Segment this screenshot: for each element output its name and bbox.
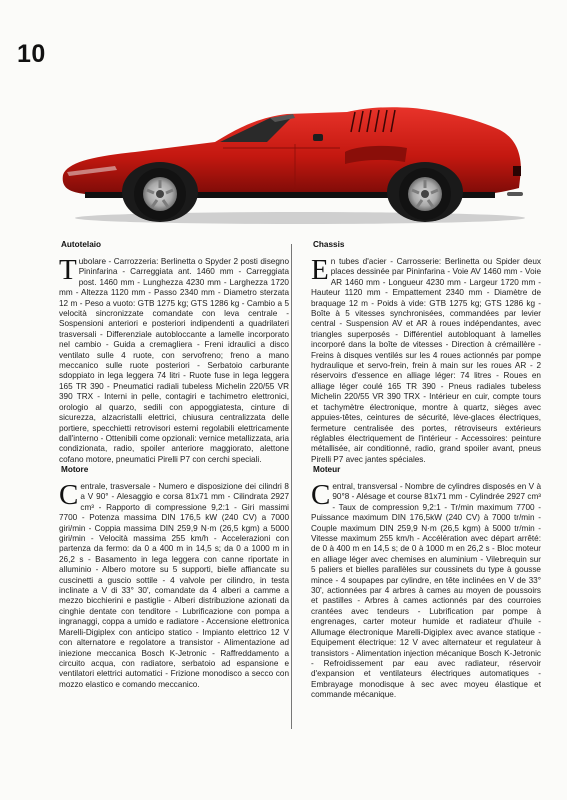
section-body: [59, 479, 289, 732]
drop-cap: C: [311, 479, 331, 511]
column-divider: [291, 244, 292, 729]
engine-italian-section: [59, 465, 289, 732]
section-heading: Moteur: [313, 465, 341, 474]
section-body: [311, 479, 541, 732]
section-heading: Motore: [61, 465, 89, 474]
drop-cap: T: [59, 254, 77, 286]
page-number: 10: [17, 40, 46, 68]
section-text: entrale, trasversale - Numero e disposizione dei cilindri 8 a V 90° - Alesaggio e corsa 81x71 mm - Cilindrata 2927 cm³ - Rapporto di compressione 9,2:1 - Giri massimi 7700 - Potenza massima DIN 176,5 kW (240 CV) a 7000 giri/min - Coppia massima DIN 259,9 N·m (26,5 kgm) a 5000 giri/min - Velocità massima 255 km/h - Accelerazioni con partenza da fermo: da 0 a 400 m in 14,5 s; da 0 a 1000 m in 26,2 s - Basamento in lega leggera con canne riportate in alluminio - Albero motore su 5 supporti, bielle affiancate su cuscinetti a guscio sottile - 4 valvole per cilindro, in testa inclinate a V di 33° 30', comandate da 4 alberi a camme a mezzo bicchierini e pastiglie - Alberi distribuzione azionati da cinghie dentate con tenditore - Lubrificazione con pompa a ingranaggi, coppa a umido e radiatore - Accensione elettronica Marelli-Digiplex con anticipo statico - Impianto elettrico 12 V con alternatore e regolatore a transistor - Alimentazione ad iniezione meccanica Bosch K-Jetronic - Raffreddamento a circuito acqua, con radiatore, serbatoio ad espansione e ventilatori elettrici automatici - Frizione monodisco a secco con mozzo elastico e comando meccanico.: [59, 482, 289, 689]
car-image: [55, 100, 535, 230]
engine-french-section: [311, 465, 541, 732]
chassis-italian-section: [59, 240, 290, 464]
section-text: ubolare - Carrozzeria: Berlinetta o Spyder 2 posti disegno Pininfarina - Carreggiata ant. 1460 mm - Carreggiata post. 1460 mm - Lunghezza 4230 mm - Larghezza 1720 mm - Altezza 1120 mm - Passo 2340 mm - Diametro sterzata 12 m - Peso a vuoto: GTB 1275 kg; GTS 1286 kg - Cambio a 5 velocità sincronizzate comandate con leva centrale - Sospensioni anteriori e posteriori indipendenti a quadrilateri trasversali - Differenziale autobloccante a lamelle incorporato nel cambio - Guida a cremagliera - Freni idraulici a disco ventilato sulle 4 ruote, con servofreno; freno a mano meccanico sulle ruote posteriori - Serbatoio carburante sdoppiato in lega leggera 74 litri - Ruote fuse in lega leggera 165 TR 390 - Pneumatici radiali tubeless Michelin 220/55 VR 390 TRX - Interni in pelle, contagiri e tachimetro elettronici, orologio al quarzo, sedili con appoggiatesta, cinture di sicurezza, alzacristalli elettrici, chiusura centralizzata delle portiere, specchietti retrovisori esterni regolabili elettricamente dall'interno - Ottenibili come opzionali: vernice metallizzata, aria condizionata, radio, spoiler anteriore maggiorato, alettone cofano motore, pneumatici Pirelli P7 con cerchi speciali.: [59, 257, 290, 464]
drop-cap: E: [311, 254, 329, 286]
section-body: [311, 254, 541, 464]
chassis-french-section: [311, 240, 541, 464]
section-body: [59, 254, 290, 464]
section-heading: Chassis: [313, 240, 345, 249]
section-text: entral, transversal - Nombre de cylindres disposés en V à 90°8 - Alésage et course 81x71 mm - Cylindrée 2927 cm³ - Taux de compression 9,2:1 - Tr/min maximum 7700 - Puissance maximum DIN 176,5kW (240 CV) à 7000 tr/min - Couple maximum DIN 259,9 N·m (26,5 kgm) à 5000 tr/min - Vitesse maximum 255 km/h - Accélération avec départ arrêté: de 0 à 400 m en 14,5 s; de 0 à 1000 m en 26,2 s - Bloc moteur en alliage léger avec chemises en aluminium - Vilebrequin sur 5 paliers et bielles parallèles sur coussinets du type à gousse mince - 4 soupapes par cylindre, en tête inclinées en V de 33° 30', actionnées par 4 arbres à cames au moyen de poussoirs et pastilles - Arbres à cames actionnés par des courroies crantées avec tendeurs - Lubrification par pompe à engrenages, carter moteur humide et radiateur d'huile - Allumage électronique Marelli-Digiplex avec avance statique - Equipement électrique: 12 V avec alternateur et regulateur à transistors - Alimentation injection mécanique Bosch K-Jetronic - Refroidissement par eau avec radiateur, réservoir d'expansion et ventilateurs électriques automatiques - Embrayage monodisque à sec avec moyeu élastique et commande mécanique.: [311, 482, 541, 700]
section-text: n tubes d'acier - Carrosserie: Berlinetta ou Spider deux places dessinée par Pininfarina - Voie AV 1460 mm - Voie AR 1460 mm - Longueur 4230 mm - Largeur 1720 mm - Hauteur 1120 mm - Empattement 2340 mm - Diamètre de braquage 12 m - Poids à vide: GTB 1275 kg; GTS 1286 kg - Boîte à 5 vitesses synchronisées, commandées par levier central - Suspension AV et AR à roues indépendantes, avec triangles superposés - Différentiel autobloquant à lamelles incorporé dans la boîte de vitesses - Direction à crémaillère - Freins à disques ventilés sur les 4 roues actionnés par pompe hydraulique et servo-frein, frein à main sur les roues AR - 2 réservoirs d'essence en alliage léger: 74 litres - Roues en alliage léger coulé 165 TR 390 - Pneus radiales tubeless Michelin 220/55 VR 390 TRX - Intérieur en cuir, compte tours et tachymètre électronique, montre à quartz, sièges avec appuies-têtes, ceintures de sécurité, lève-glaces électriques, fermeture centralisée des portes, rétroviseurs extérieurs réglables électriquement de l'intérieur - Accessoires: peinture métallisée, air conditionné, radio, grand spoiler avant, pneus Pirelli P7 avec jantes spéciales.: [311, 257, 541, 464]
section-heading: Autotelaio: [61, 240, 102, 249]
drop-cap: C: [59, 479, 79, 511]
